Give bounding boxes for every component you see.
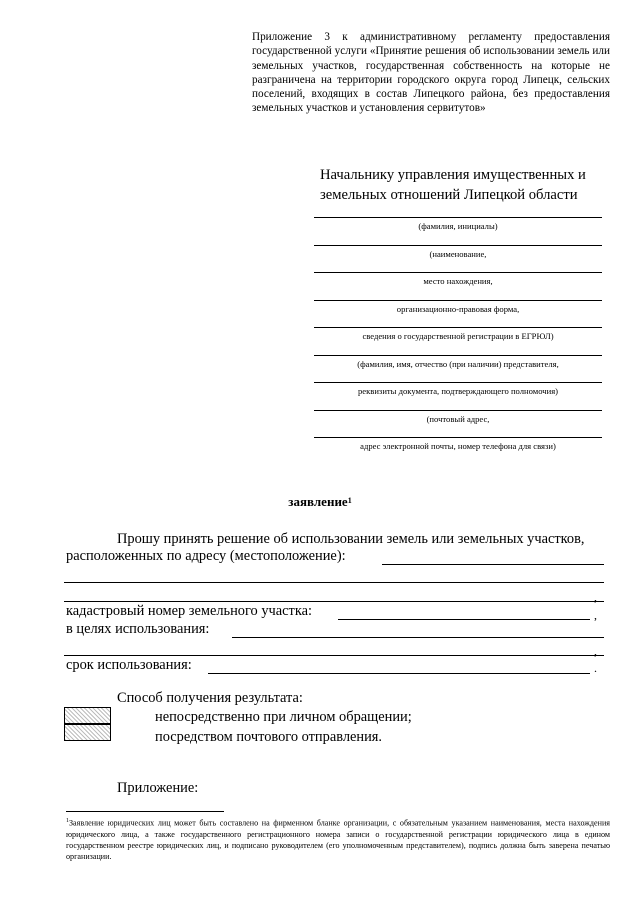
- address-field-continued[interactable]: [64, 601, 604, 602]
- attachments-label: Приложение:: [117, 780, 199, 796]
- period: .: [594, 661, 597, 675]
- purpose-field-continued[interactable]: [64, 655, 604, 656]
- title-text: заявление: [288, 494, 348, 509]
- footnote-separator: [66, 811, 224, 812]
- field-caption: организационно-правовая форма,: [396, 303, 520, 314]
- field-caption: сведения о государственной регистрации в ЕГРЮЛ): [362, 331, 554, 341]
- field-caption: реквизиты документа, подтверждающего полномочия): [357, 386, 559, 396]
- footnote-mark: 1: [66, 818, 69, 824]
- address-field-continued[interactable]: [64, 582, 604, 583]
- result-method-label: Способ получения результата:: [117, 690, 303, 706]
- personal-pickup-checkbox[interactable]: [64, 707, 111, 724]
- field-caption: (почтовый адрес,: [426, 413, 490, 424]
- cadastral-number-field[interactable]: [338, 619, 590, 620]
- addressee: Начальнику управления имущественных и земельных отношений Липецкой области: [320, 167, 586, 203]
- footnote: [66, 816, 610, 862]
- purpose-field[interactable]: [232, 637, 604, 638]
- comma: ,: [594, 644, 597, 658]
- document-title: [0, 494, 640, 510]
- appendix-note: Приложение 3 к административному регламенту предоставления государственной услуги «Принятие решения об использовании земель или земельных участков, государственная собственность на которые не разграничена на территории городского округа город Липецк, сельских поселений, входящих в состав Липецкого района, без предоставления земельных участков и установления сервитутов»: [252, 31, 610, 115]
- field-caption: (фамилия, имя, отчество (при наличии) представителя,: [357, 358, 559, 369]
- field-caption: (фамилия, инициалы): [418, 221, 498, 231]
- postal-delivery-checkbox[interactable]: [64, 724, 111, 741]
- option-postal-delivery: посредством почтового отправления.: [155, 729, 383, 745]
- footnote-reference: 1: [347, 496, 352, 505]
- comma: ,: [594, 608, 597, 622]
- cadastral-label: кадастровый номер земельного участка:: [66, 603, 312, 619]
- term-field[interactable]: [208, 673, 590, 674]
- applicant-fields: [314, 217, 602, 465]
- request-text-line-2: расположенных по адресу (местоположение):: [66, 548, 346, 564]
- field-caption: место нахождения,: [423, 276, 493, 286]
- request-text-line-1: Прошу принять решение об использовании земель или земельных участков,: [117, 531, 585, 547]
- comma: ,: [594, 590, 597, 604]
- purpose-label: в целях использования:: [66, 621, 210, 637]
- address-field[interactable]: [382, 564, 604, 565]
- footnote-text: Заявление юридических лиц может быть составлено на фирменном бланке организации, с обязательным указанием наименования, места нахождения юридического лица, а также государственного регистрационного номера записи о государственной регистрации юридического лица в едином государственном реестре юридических лиц, и подписано руководителем (его уполномоченным представителем), подпись должна быть заверена печатью организации.: [66, 818, 610, 861]
- option-personal-pickup: непосредственно при личном обращении;: [155, 709, 412, 725]
- term-label: срок использования:: [66, 657, 192, 673]
- field-caption: (наименование,: [429, 248, 487, 259]
- field-caption: адрес электронной почты, номер телефона для связи): [360, 441, 556, 451]
